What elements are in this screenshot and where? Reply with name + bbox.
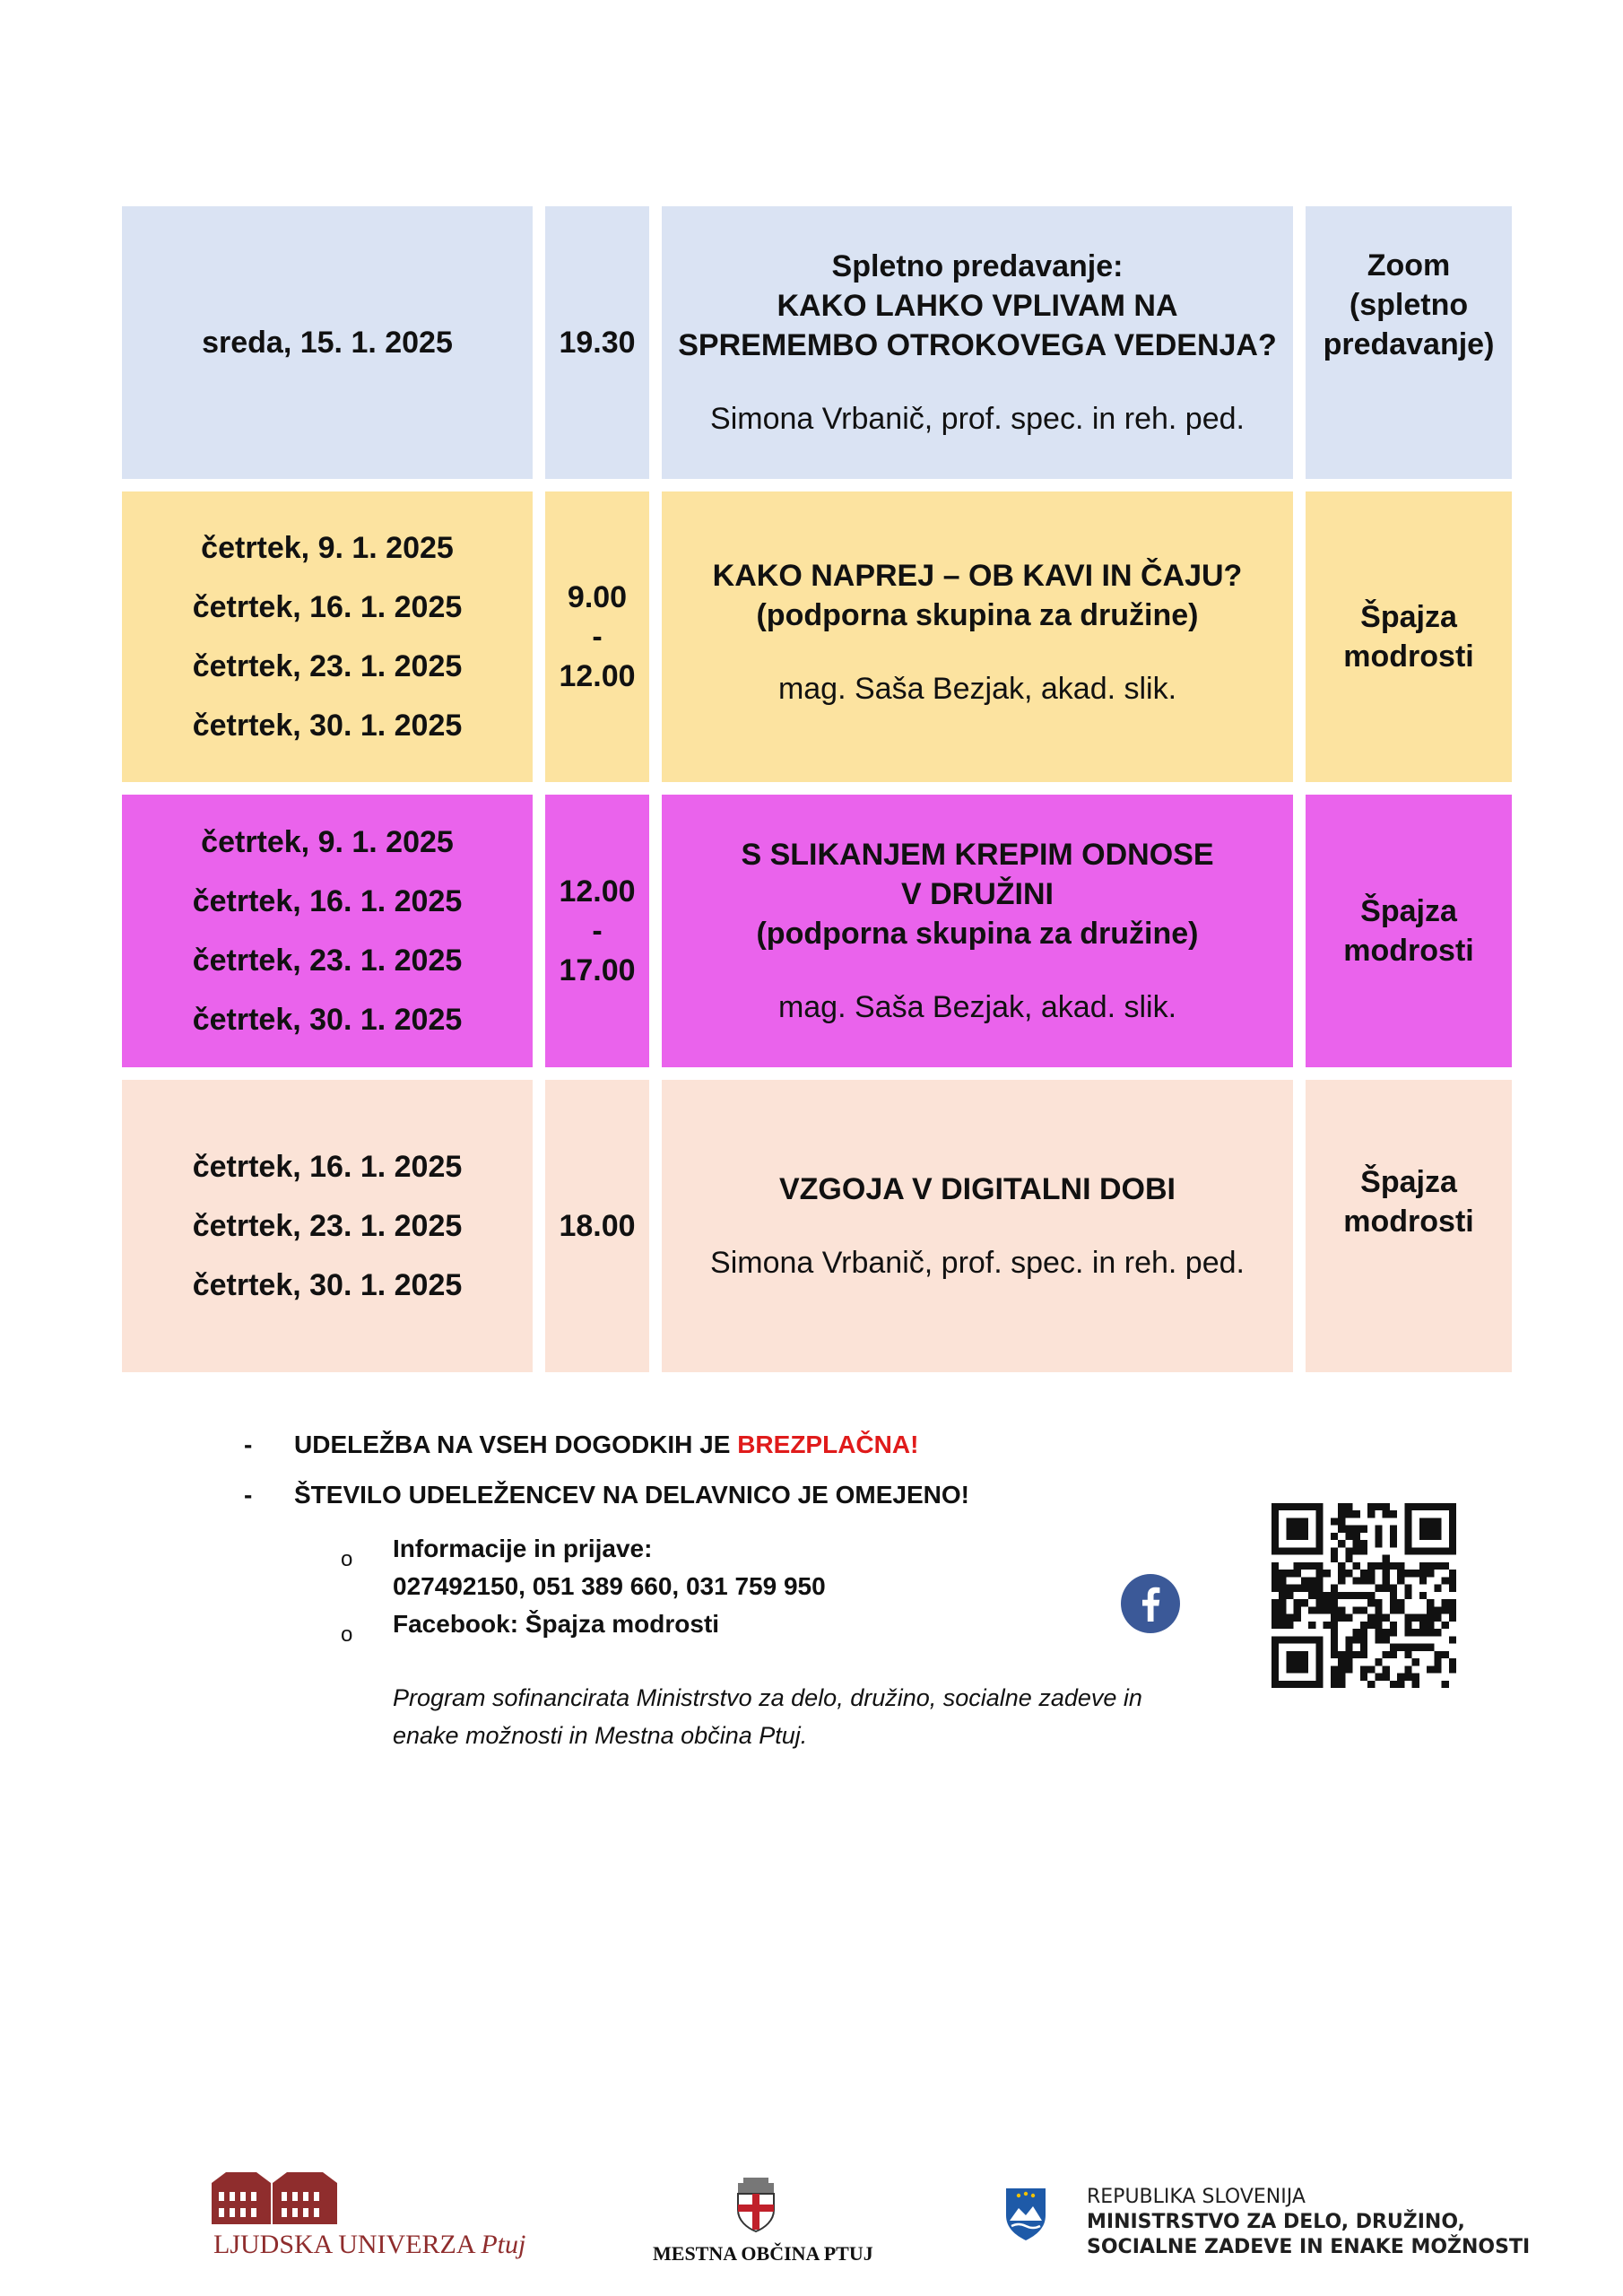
ministry-logo: REPUBLIKA SLOVENIJA MINISTRSTVO ZA DELO, DRUŽINO, SOCIALNE ZADEVE IN ENAKE MOŽNOSTI <box>1002 2185 1505 2266</box>
facebook-contact: o Facebook: Špajza modrosti <box>341 1610 720 1647</box>
event-dates <box>122 795 533 1067</box>
event-lecturer: mag. Saša Bezjak, akad. slik. <box>777 990 1177 1024</box>
event-title: S SLIKANJEM KREPIM ODNOSE V DRUŽINI (podporna skupina za družine) mag. Saša Bezjak, akad. slik. <box>662 795 1293 1067</box>
event-date: četrtek, 9. 1. 2025 <box>201 825 454 859</box>
event-date: četrtek, 30. 1. 2025 <box>192 709 463 743</box>
event-date: četrtek, 23. 1. 2025 <box>192 649 463 683</box>
event-time: 12.00 - 17.00 <box>545 795 649 1067</box>
facebook-icon[interactable] <box>1121 1574 1180 1633</box>
event-time: 19.30 <box>545 206 649 479</box>
event-time: 18.00 <box>545 1080 649 1372</box>
event-place: Špajza modrosti <box>1306 1080 1512 1372</box>
mestna-obcina-ptuj-logo: MESTNA OBČINA PTUJ <box>653 2174 859 2273</box>
event-date: četrtek, 30. 1. 2025 <box>192 1003 463 1037</box>
event-lecturer: mag. Saša Bezjak, akad. slik. <box>777 672 1177 706</box>
event-time: 9.00 - 12.00 <box>545 491 649 782</box>
event-dates <box>122 1080 533 1372</box>
event-lecturer: Simona Vrbanič, prof. spec. in reh. ped. <box>710 402 1245 436</box>
phone-numbers: 027492150, 051 389 660, 031 759 950 <box>393 1572 826 1600</box>
event-date: četrtek, 23. 1. 2025 <box>192 1209 463 1243</box>
event-place: Špajza modrosti <box>1306 491 1512 782</box>
event-lecturer: Simona Vrbanič, prof. spec. in reh. ped. <box>710 1246 1245 1280</box>
event-title: KAKO NAPREJ – OB KAVI IN ČAJU? (podporna skupina za družine) mag. Saša Bezjak, akad. slik. <box>662 491 1293 782</box>
event-place: Zoom (spletno predavanje) <box>1306 206 1512 479</box>
event-date: četrtek, 16. 1. 2025 <box>192 590 463 624</box>
event-date: četrtek, 9. 1. 2025 <box>201 531 454 565</box>
event-row-2 <box>122 491 1512 782</box>
event-date: četrtek, 23. 1. 2025 <box>192 944 463 978</box>
qr-code[interactable] <box>1271 1503 1456 1688</box>
funding-note: Program sofinancirata Ministrstvo za delo, družino, socialne zadeve in enake možnosti in Mestna občina Ptuj. <box>393 1684 1142 1749</box>
building-icon <box>208 2165 343 2228</box>
event-dates <box>122 206 533 479</box>
coat-of-arms-icon <box>729 2174 783 2233</box>
event-row-3 <box>122 795 1512 1067</box>
event-date: četrtek, 30. 1. 2025 <box>192 1268 463 1302</box>
event-row-1 <box>122 206 1512 479</box>
contact-info: o Informacije in prijave: 027492150, 051 389 660, 031 759 950 <box>341 1530 826 1605</box>
event-date: sreda, 15. 1. 2025 <box>202 326 453 360</box>
event-date: četrtek, 16. 1. 2025 <box>192 1150 463 1184</box>
contact-list <box>341 1530 826 1647</box>
ljudska-univerza-logo: LJUDSKA UNIVERZA Ptuj <box>208 2165 531 2264</box>
free-highlight: BREZPLAČNA! <box>737 1431 919 1458</box>
event-title: Spletno predavanje: KAKO LAHKO VPLIVAM NA SPREMEMBO OTROKOVEGA VEDENJA? Simona Vrbanič, prof. spec. in reh. ped. <box>662 206 1293 479</box>
event-title: VZGOJA V DIGITALNI DOBI Simona Vrbanič, prof. spec. in reh. ped. <box>662 1080 1293 1372</box>
event-date: četrtek, 16. 1. 2025 <box>192 884 463 918</box>
slovenia-crest-icon <box>1002 2185 1049 2242</box>
event-dates <box>122 491 533 782</box>
event-row-4 <box>122 1080 1512 1372</box>
event-place: Špajza modrosti <box>1306 795 1512 1067</box>
